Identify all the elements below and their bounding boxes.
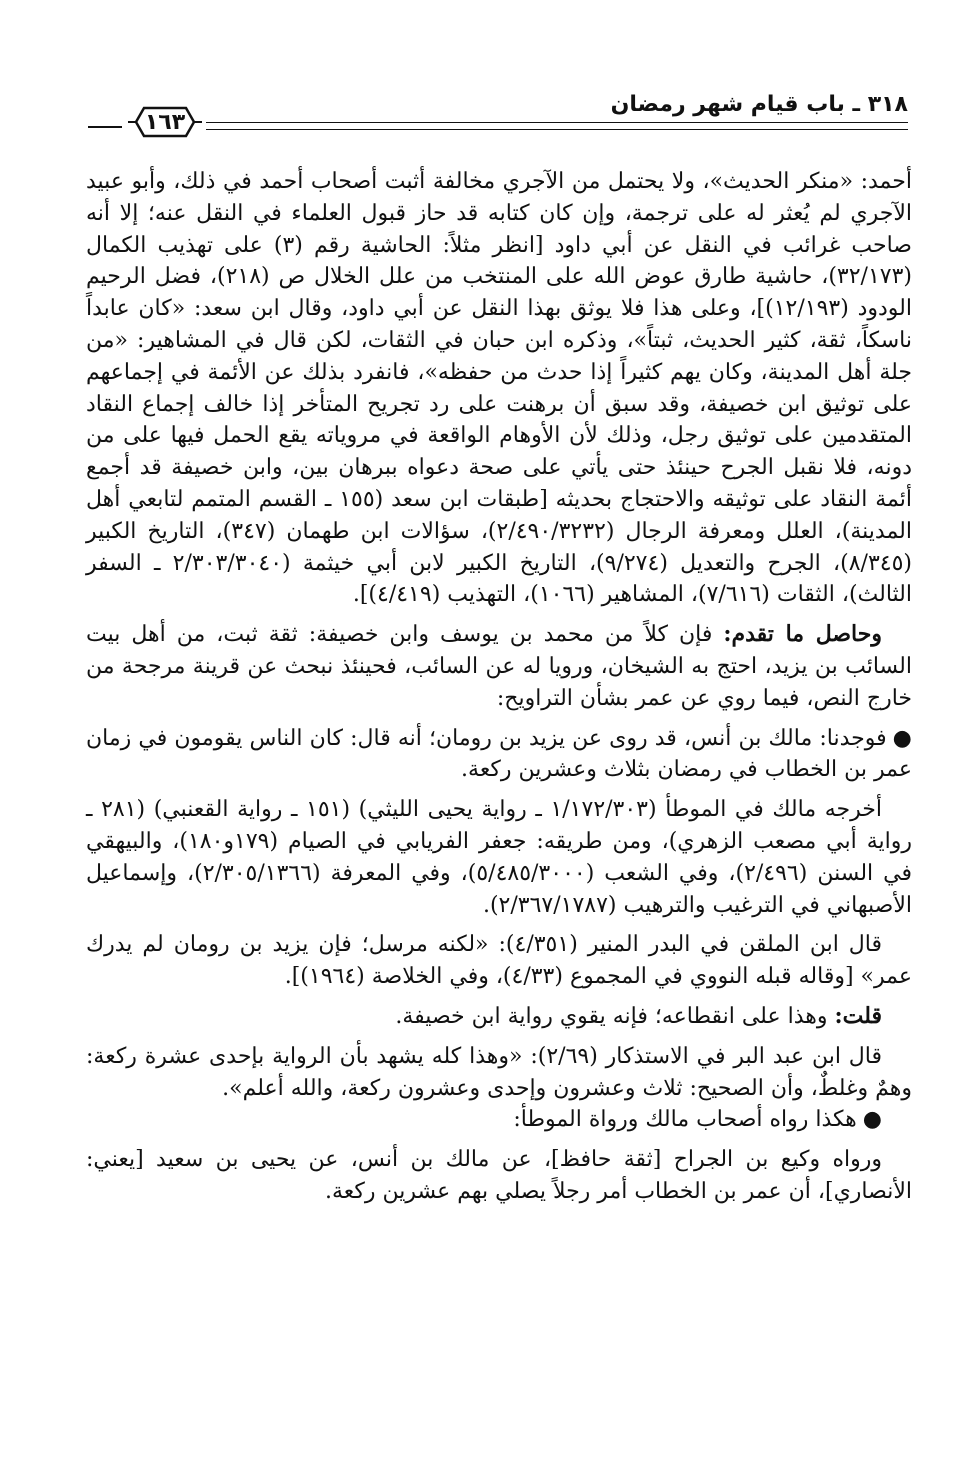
- paragraph-8-text: هكذا رواه أصحاب مالك ورواة الموطأ:: [513, 1107, 857, 1133]
- paragraph-3-text: فوجدنا: مالك بن أنس، قد روى عن يزيد بن رومان؛ أنه قال: كان الناس يقومون في زمان عمر بن الخطاب في رمضان بثلاث وعشرين ركعة.: [86, 725, 912, 783]
- paragraph-4: أخرجه مالك في الموطأ (١/١٧٢/٣٠٣ ـ رواية يحيى الليثي) (١٥١ ـ رواية القعنبي) (٢٨١ ـ رواية أبي مصعب الزهري)، ومن طريقه: جعفر الفريابي في الصيام (١٧٩و١٨٠)، والبيهقي في السنن (٢/٤٩٦)، وفي الشعب (٥/٤٨٥/٣٠٠٠)، وفي المعرفة (٢/٣٠٥/١٣٦٦)، وإسماعيل الأصبهاني في الترغيب والترهيب (٢/٣٦٧/١٧٨٧).: [86, 797, 912, 918]
- paragraph-1: أحمد: «منكر الحديث»، ولا يحتمل من الآجري مخالفة أثبت أصحاب أحمد في ذلك، وأبو عبيد الآجري لم يُعثر له على ترجمة، وإن كان كتابه قد حاز قبول العلماء في النقل عنه؛ إلا أنه صاحب غرائب في النقل عن أبي داود [انظر مثلاً: الحاشية رقم (٣) على تهذيب الكمال (٣٢/١٧٣)، حاشية طارق عوض الله على المنتخب من علل الخلال ص (٢١٨)، فضل الرحيم الودود (١٢/١٩٣)]، وعلى هذا فلا يوثق بهذا النقل عن أبي داود، وقال ابن سعد: «كان عابداً ناسكاً، ثقة، كثير الحديث، ثبتاً»، وذكره ابن حبان في الثقات، لكن قال في المشاهير: «من جلة أهل المدينة، وكان يهم كثيراً إذا حدث من حفظه»، فانفرد بذلك عن الأئمة في إجماعهم على توثيق ابن خصيفة، وقد سبق أن برهنت على رد تجريح المتأخر إذا خالف إجماع النقاد المتقدمين على توثيق رجل، وذلك لأن الأوهام الواقعة في مروياته يقع الحمل فيها على من دونه، فلا نقبل الجرح حينئذ حتى يأتي على صحة دعواه ببرهان بين، وابن خصيفة قد أجمع أئمة النقاد على توثيقه والاحتجاج بحديثه [طبقات ابن سعد (١٥٥ ـ القسم المتمم لتابعي أهل المدينة)، العلل ومعرفة الرجال (٢/٤٩٠/٣٢٣٢)، سؤالات ابن طهمان (٣٤٧)، التاريخ الكبير (٨/٣٤٥)، الجرح والتعديل (٩/٢٧٤)، التاريخ الكبير لابن أبي خيثمة (٢/٣٠٣/٣٠٤٠ ـ السفر الثالث)، الثقات (٧/٦١٦)، المشاهير (١٠٦٦)، التهذيب (٤/٤١٩)].: [86, 169, 912, 608]
- paragraph-2: [86, 619, 912, 714]
- page-number-badge: [126, 104, 204, 140]
- paragraph-6-lead: قلت:: [834, 1002, 882, 1029]
- bullet-icon: ●: [892, 724, 913, 751]
- paragraph-6: [86, 1001, 912, 1033]
- header-dash: [88, 126, 122, 128]
- running-title: ٣١٨ ـ باب قيام شهر رمضان: [610, 92, 908, 117]
- header-rule-top: [206, 122, 908, 123]
- page-number: ١٦٣: [144, 109, 186, 135]
- header-rule-bottom: [206, 129, 908, 130]
- paragraph-7: قال ابن عبد البر في الاستذكار (٢/٦٩): «وهذا كله يشهد بأن الرواية بإحدى عشرة ركعة: وهمٌ وغلطٌ، وأن الصحيح: ثلاث وعشرون وإحدى وعشرون ركعة، والله أعلم».: [86, 1043, 912, 1101]
- paragraph-2-text: فإن كلاً من محمد بن يوسف وابن خصيفة: ثقة ثبت، من أهل بيت السائب بن يزيد، احتج به الشيخان، ورويا له عن السائب، فحينئذ نبحث عن قرينة مرجحة من خارج النص، فيما روي عن عمر بشأن التراويح:: [86, 622, 912, 711]
- paragraph-9: ورواه وكيع بن الجراح [ثقة حافظ]، عن مالك بن أنس، عن يحيى بن سعيد [يعني: الأنصاري]، أن عمر بن الخطاب أمر رجلاً يصلي بهم عشرين ركعة.: [86, 1147, 912, 1204]
- main-text: [86, 166, 912, 1208]
- page-header: [88, 88, 908, 140]
- paragraph-8: [86, 1104, 912, 1136]
- paragraph-3: [86, 723, 912, 787]
- paragraph-6-text: وهذا على انقطاعه؛ فإنه يقوي رواية ابن خصيفة.: [395, 1003, 835, 1029]
- paragraph-5: قال ابن الملقن في البدر المنير (٤/٣٥١): «لكنه مرسل؛ فإن يزيد بن رومان لم يدرك عمر» [وقاله قبله النووي في المجموع (٤/٣٣)، وفي الخلاصة (١٩٦٤)].: [86, 932, 912, 990]
- paragraph-2-lead: وحاصل ما تقدم:: [723, 621, 882, 648]
- bullet-icon: ●: [862, 1106, 882, 1133]
